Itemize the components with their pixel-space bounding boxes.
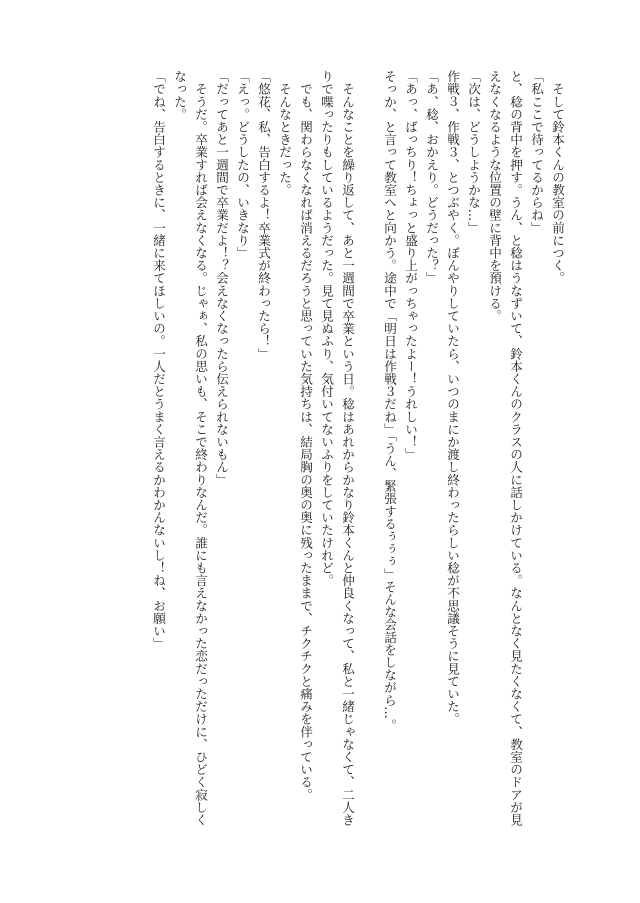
- vertical-text-body: [148, 70, 568, 830]
- blank-line: [358, 70, 379, 830]
- paragraph: そんなときだった。: [277, 70, 292, 196]
- paragraph: 「悠花、私、告白するよ！卒業式が終わったら！」: [256, 70, 271, 360]
- paragraph: 「でね、告白するときに、一緒に来てほしいの。一人だとうまく言えるかわかんないし！ね、お願い」: [151, 70, 166, 650]
- paragraph: と、稔の背中を押す。うん、と稔はうなずいて、鈴本くんのクラスの人に話しかけている。なんとなく見たくなくて、教室のドアが見えなくなるような位置の壁に背中を預ける。: [487, 70, 523, 826]
- paragraph: 「あ、稔、おかえり。どうだった？」: [424, 70, 439, 285]
- paragraph: 「次は、どうしようかな…」: [466, 70, 481, 234]
- paragraph: 「あっ、ばっちり！ちょっと盛り上がっちゃったよー！うれしい！」: [403, 70, 418, 461]
- paragraph: そうだ。卒業すれば会えなくなる。じゃぁ、私の思いも、そこで終わりなんだ。誰にも言えなかった恋だっただけに、ひどく寂しくなった。: [172, 70, 208, 826]
- paragraph: そっか、と言って教室へと向かう。途中で「明日は作戦３だね」「うん、緊張するぅぅぅ」そんな会話をしながら…。: [382, 70, 397, 732]
- paragraph: でも、関わらなくなれば消えるだろうと思っていた気持ちは、結局胸の奥の奥に残ったままで、チクチクと痛みを伴っている。: [298, 70, 313, 801]
- paragraph: 「私ここで待ってるからね」: [529, 70, 544, 234]
- paragraph: 「えっ。どうしたの、いきなり」: [235, 70, 250, 259]
- paragraph: そして鈴本くんの教室の前につく。: [550, 70, 565, 285]
- paragraph: 「だってあと一週間で卒業だよ！？会えなくなったら伝えられないもん」: [214, 70, 229, 486]
- paragraph: 作戦３、作戦３、とつぶやく。ぼんやりしていたら、いつのまにか渡し終わったらしい稔が不思議そうに見ていた。: [445, 70, 460, 726]
- paragraph: そんなことを繰り返して、あと一週間で卒業という日。稔はあれからかなり鈴本くんと仲良くなって、私と一緒じゃなくて、二人きりで喋ったりもしているようだった。見て見ぬふり、気付いてないふりをしていたけれど。: [319, 70, 355, 826]
